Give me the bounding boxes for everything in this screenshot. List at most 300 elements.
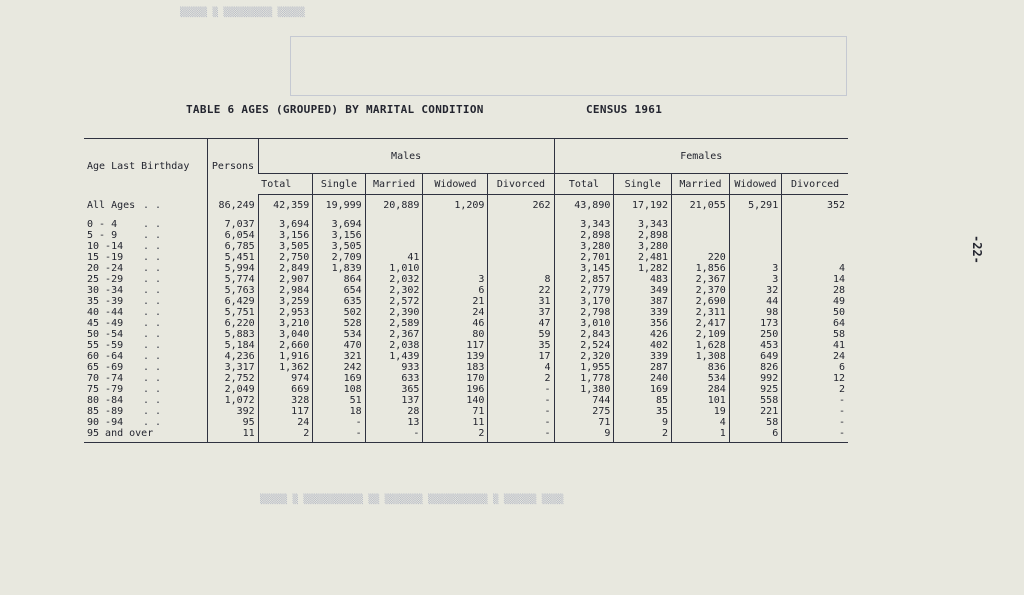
value-cell	[782, 219, 848, 230]
age-group-label: All Ages	[87, 199, 136, 211]
value-cell: 2,953	[258, 307, 313, 318]
value-cell: 7,037	[208, 219, 258, 230]
value-cell: 3,010	[554, 318, 614, 329]
header-age: Age Last Birthday	[84, 139, 208, 195]
value-cell: 47	[488, 318, 554, 329]
value-cell: -	[365, 428, 423, 443]
age-group-cell	[84, 329, 208, 340]
value-cell: 534	[313, 329, 365, 340]
value-cell: 992	[729, 373, 781, 384]
age-group-cell	[84, 241, 208, 252]
value-cell: 19	[672, 406, 730, 417]
value-cell: 2,481	[614, 252, 672, 263]
value-cell	[423, 252, 488, 263]
value-cell: 6	[782, 362, 848, 373]
value-cell: 9	[554, 428, 614, 443]
value-cell: 3	[729, 274, 781, 285]
value-cell: 5,774	[208, 274, 258, 285]
value-cell: 13	[365, 417, 423, 428]
table-row	[84, 274, 848, 285]
value-cell: -	[313, 428, 365, 443]
value-cell: 262	[488, 195, 554, 220]
value-cell	[729, 241, 781, 252]
value-cell: 137	[365, 395, 423, 406]
value-cell: 3	[423, 274, 488, 285]
value-cell	[365, 241, 423, 252]
value-cell: 71	[423, 406, 488, 417]
value-cell: 170	[423, 373, 488, 384]
value-cell: 6	[423, 285, 488, 296]
header-females-married: Married	[672, 174, 730, 195]
value-cell: 1,072	[208, 395, 258, 406]
value-cell: 2,367	[365, 329, 423, 340]
table-row	[84, 417, 848, 428]
age-group-cell	[84, 406, 208, 417]
value-cell: 24	[782, 351, 848, 362]
value-cell: 2	[782, 384, 848, 395]
value-cell: 2,984	[258, 285, 313, 296]
header-males-married: Married	[365, 174, 423, 195]
value-cell: 41	[365, 252, 423, 263]
value-cell: 49	[782, 296, 848, 307]
value-cell: 169	[614, 384, 672, 395]
value-cell: 3,210	[258, 318, 313, 329]
value-cell: 3,317	[208, 362, 258, 373]
value-cell: 5,184	[208, 340, 258, 351]
value-cell: 58	[782, 329, 848, 340]
value-cell: 2,843	[554, 329, 614, 340]
value-cell: 41	[782, 340, 848, 351]
leader-dots: . .	[143, 199, 162, 211]
value-cell	[423, 241, 488, 252]
table-row	[84, 252, 848, 263]
value-cell: 3,343	[614, 219, 672, 230]
value-cell: 669	[258, 384, 313, 395]
value-cell: 28	[365, 406, 423, 417]
age-group-label: 85 -89	[87, 406, 124, 417]
value-cell: 925	[729, 384, 781, 395]
leader-dots: . .	[143, 285, 162, 296]
value-cell: 649	[729, 351, 781, 362]
header-females-total: Total	[554, 174, 614, 195]
table-row	[84, 329, 848, 340]
age-group-label: 55 -59	[87, 340, 124, 351]
age-group-cell	[84, 417, 208, 428]
value-cell: 3,343	[554, 219, 614, 230]
value-cell: 3	[729, 263, 781, 274]
value-cell: 242	[313, 362, 365, 373]
age-group-label: 45 -49	[87, 318, 124, 329]
age-group-cell	[84, 219, 208, 230]
age-group-label: 80 -84	[87, 395, 124, 406]
value-cell: 2,417	[672, 318, 730, 329]
value-cell: 2,752	[208, 373, 258, 384]
leader-dots: . .	[143, 362, 162, 373]
value-cell: 4,236	[208, 351, 258, 362]
value-cell: 2,589	[365, 318, 423, 329]
value-cell: 3,145	[554, 263, 614, 274]
value-cell: 8	[488, 274, 554, 285]
leader-dots: . .	[143, 406, 162, 417]
value-cell: 2,798	[554, 307, 614, 318]
value-cell: 101	[672, 395, 730, 406]
leader-dots: . .	[143, 384, 162, 395]
value-cell: 11	[423, 417, 488, 428]
leader-dots: . .	[143, 340, 162, 351]
header-females-divorced: Divorced	[782, 174, 848, 195]
table-row	[84, 230, 848, 241]
value-cell: 86,249	[208, 195, 258, 220]
page-number: -22-	[970, 235, 984, 264]
value-cell	[782, 252, 848, 263]
value-cell	[782, 230, 848, 241]
value-cell: 1,282	[614, 263, 672, 274]
value-cell: 3,505	[258, 241, 313, 252]
value-cell: 2,038	[365, 340, 423, 351]
table-row	[84, 340, 848, 351]
age-group-cell	[84, 428, 208, 443]
value-cell: -	[488, 395, 554, 406]
value-cell: 2,390	[365, 307, 423, 318]
value-cell	[365, 230, 423, 241]
value-cell: 20,889	[365, 195, 423, 220]
table-row	[84, 395, 848, 406]
table-row	[84, 296, 848, 307]
value-cell: 35	[614, 406, 672, 417]
value-cell: 117	[423, 340, 488, 351]
value-cell: 21	[423, 296, 488, 307]
value-cell: 1,209	[423, 195, 488, 220]
value-cell: 1	[672, 428, 730, 443]
value-cell: 1,628	[672, 340, 730, 351]
age-group-cell	[84, 318, 208, 329]
age-group-label: 35 -39	[87, 296, 124, 307]
leader-dots: . .	[143, 274, 162, 285]
value-cell: 534	[672, 373, 730, 384]
leader-dots: . .	[143, 373, 162, 384]
value-cell: 2,320	[554, 351, 614, 362]
table-body	[84, 195, 848, 443]
value-cell: 321	[313, 351, 365, 362]
value-cell	[672, 219, 730, 230]
value-cell: 826	[729, 362, 781, 373]
value-cell: 3,280	[614, 241, 672, 252]
value-cell: 2,709	[313, 252, 365, 263]
value-cell: 64	[782, 318, 848, 329]
value-cell: 284	[672, 384, 730, 395]
value-cell: 3,156	[313, 230, 365, 241]
table-row	[84, 195, 848, 220]
value-cell	[423, 263, 488, 274]
age-group-cell	[84, 373, 208, 384]
value-cell	[423, 219, 488, 230]
value-cell: 633	[365, 373, 423, 384]
leader-dots: . .	[143, 307, 162, 318]
value-cell: 6,429	[208, 296, 258, 307]
value-cell: 453	[729, 340, 781, 351]
value-cell: 44	[729, 296, 781, 307]
value-cell: 22	[488, 285, 554, 296]
header-males: Males	[258, 139, 554, 174]
table-row	[84, 373, 848, 384]
table-row	[84, 285, 848, 296]
value-cell: 18	[313, 406, 365, 417]
value-cell: 836	[672, 362, 730, 373]
value-cell: 744	[554, 395, 614, 406]
table-row	[84, 307, 848, 318]
value-cell: 2,311	[672, 307, 730, 318]
age-group-cell	[84, 285, 208, 296]
age-group-label: 70 -74	[87, 373, 124, 384]
value-cell: 392	[208, 406, 258, 417]
value-cell: -	[488, 406, 554, 417]
age-group-label: 65 -69	[87, 362, 124, 373]
value-cell: 339	[614, 307, 672, 318]
value-cell: 240	[614, 373, 672, 384]
value-cell: 2	[258, 428, 313, 443]
show-through-heading: ▒▒▒▒▒ ▒ ▒▒▒▒▒▒▒▒▒ ▒▒▒▒▒	[180, 8, 305, 18]
value-cell: 5,751	[208, 307, 258, 318]
value-cell: 2,109	[672, 329, 730, 340]
value-cell: 31	[488, 296, 554, 307]
leader-dots: . .	[143, 263, 162, 274]
age-group-label: 15 -19	[87, 252, 124, 263]
value-cell: 42,359	[258, 195, 313, 220]
leader-dots: . .	[143, 296, 162, 307]
value-cell: 3,259	[258, 296, 313, 307]
value-cell: 365	[365, 384, 423, 395]
value-cell: 183	[423, 362, 488, 373]
table-row	[84, 406, 848, 417]
value-cell: 19,999	[313, 195, 365, 220]
value-cell: 2,302	[365, 285, 423, 296]
value-cell: 3,505	[313, 241, 365, 252]
leader-dots: . .	[143, 417, 162, 428]
age-group-cell	[84, 351, 208, 362]
value-cell: 349	[614, 285, 672, 296]
value-cell: -	[313, 417, 365, 428]
value-cell: -	[782, 417, 848, 428]
value-cell: 654	[313, 285, 365, 296]
value-cell: 6,785	[208, 241, 258, 252]
value-cell: 2,367	[672, 274, 730, 285]
table-row	[84, 351, 848, 362]
value-cell: 2,049	[208, 384, 258, 395]
value-cell: 558	[729, 395, 781, 406]
value-cell: -	[782, 428, 848, 443]
value-cell	[672, 230, 730, 241]
show-through-box	[290, 36, 847, 96]
value-cell: 1,955	[554, 362, 614, 373]
value-cell: 2,524	[554, 340, 614, 351]
age-group-label: 25 -29	[87, 274, 124, 285]
value-cell: 352	[782, 195, 848, 220]
value-cell: 2,032	[365, 274, 423, 285]
table-row	[84, 263, 848, 274]
leader-dots: . .	[143, 219, 162, 230]
leader-dots: . .	[143, 230, 162, 241]
value-cell: 80	[423, 329, 488, 340]
value-cell: 287	[614, 362, 672, 373]
age-group-cell	[84, 362, 208, 373]
value-cell	[729, 230, 781, 241]
value-cell: 3,694	[258, 219, 313, 230]
value-cell: 220	[672, 252, 730, 263]
value-cell: 2,779	[554, 285, 614, 296]
value-cell: 12	[782, 373, 848, 384]
value-cell: 402	[614, 340, 672, 351]
value-cell: -	[488, 428, 554, 443]
table-row	[84, 219, 848, 230]
age-group-cell	[84, 340, 208, 351]
value-cell: 470	[313, 340, 365, 351]
value-cell: 483	[614, 274, 672, 285]
value-cell: 4	[782, 263, 848, 274]
value-cell: 356	[614, 318, 672, 329]
value-cell: 51	[313, 395, 365, 406]
value-cell: -	[488, 384, 554, 395]
value-cell: 2,898	[554, 230, 614, 241]
value-cell: 387	[614, 296, 672, 307]
value-cell: 32	[729, 285, 781, 296]
age-group-cell	[84, 230, 208, 241]
header-females-widowed: Widowed	[729, 174, 781, 195]
leader-dots: . .	[143, 351, 162, 362]
header-persons: Persons	[208, 139, 258, 195]
value-cell	[488, 263, 554, 274]
value-cell: 2	[423, 428, 488, 443]
value-cell: 2,701	[554, 252, 614, 263]
value-cell: 635	[313, 296, 365, 307]
value-cell: -	[488, 417, 554, 428]
age-group-label: 0 - 4	[87, 219, 118, 230]
value-cell: 528	[313, 318, 365, 329]
value-cell: 24	[423, 307, 488, 318]
value-cell: 502	[313, 307, 365, 318]
header-males-widowed: Widowed	[423, 174, 488, 195]
age-group-label: 30 -34	[87, 285, 124, 296]
leader-dots: . .	[143, 329, 162, 340]
value-cell: 1,308	[672, 351, 730, 362]
value-cell: 140	[423, 395, 488, 406]
age-group-label: 10 -14	[87, 241, 124, 252]
value-cell: 85	[614, 395, 672, 406]
value-cell: 864	[313, 274, 365, 285]
value-cell	[672, 241, 730, 252]
value-cell: 2,907	[258, 274, 313, 285]
value-cell	[782, 241, 848, 252]
value-cell: 328	[258, 395, 313, 406]
value-cell: 1,839	[313, 263, 365, 274]
value-cell: 2	[488, 373, 554, 384]
age-group-cell	[84, 195, 208, 220]
value-cell: 3,280	[554, 241, 614, 252]
value-cell: 5,291	[729, 195, 781, 220]
value-cell	[365, 219, 423, 230]
value-cell: 5,883	[208, 329, 258, 340]
value-cell: 24	[258, 417, 313, 428]
value-cell	[488, 230, 554, 241]
value-cell: 117	[258, 406, 313, 417]
value-cell: 3,694	[313, 219, 365, 230]
value-cell: -	[782, 406, 848, 417]
value-cell: 974	[258, 373, 313, 384]
value-cell: 426	[614, 329, 672, 340]
show-through-line: ▒▒▒▒▒ ▒ ▒▒▒▒▒▒▒▒▒▒▒ ▒▒ ▒▒▒▒▒▒▒ ▒▒▒▒▒▒▒▒▒▒▒ ▒ ▒▒▒▒▒▒ ▒▒▒▒	[260, 495, 564, 505]
value-cell: 71	[554, 417, 614, 428]
value-cell: 4	[488, 362, 554, 373]
table-title: TABLE 6 AGES (GROUPED) BY MARITAL CONDITION	[186, 103, 484, 116]
value-cell: 2,898	[614, 230, 672, 241]
value-cell: 250	[729, 329, 781, 340]
value-cell: 35	[488, 340, 554, 351]
age-group-label: 40 -44	[87, 307, 124, 318]
leader-dots: . .	[143, 318, 162, 329]
header-group-row	[84, 139, 848, 174]
leader-dots: . .	[143, 395, 162, 406]
age-group-label: 5 - 9	[87, 230, 118, 241]
value-cell: 46	[423, 318, 488, 329]
value-cell: 1,916	[258, 351, 313, 362]
header-females-single: Single	[614, 174, 672, 195]
age-group-label: 50 -54	[87, 329, 124, 340]
value-cell: 196	[423, 384, 488, 395]
value-cell: 43,890	[554, 195, 614, 220]
header-males-single: Single	[313, 174, 365, 195]
value-cell: 3,156	[258, 230, 313, 241]
value-cell: 275	[554, 406, 614, 417]
value-cell	[729, 219, 781, 230]
value-cell: 1,010	[365, 263, 423, 274]
age-group-cell	[84, 307, 208, 318]
age-group-label: 20 -24	[87, 263, 124, 274]
value-cell: 21,055	[672, 195, 730, 220]
age-group-label: 75 -79	[87, 384, 124, 395]
value-cell: 17	[488, 351, 554, 362]
value-cell: 5,451	[208, 252, 258, 263]
value-cell: 6,220	[208, 318, 258, 329]
value-cell: 58	[729, 417, 781, 428]
value-cell: 1,439	[365, 351, 423, 362]
leader-dots: . .	[143, 241, 162, 252]
marital-condition-table	[84, 138, 848, 443]
value-cell: 221	[729, 406, 781, 417]
value-cell: 1,778	[554, 373, 614, 384]
value-cell: 14	[782, 274, 848, 285]
value-cell: 50	[782, 307, 848, 318]
value-cell: 2,572	[365, 296, 423, 307]
value-cell: 6	[729, 428, 781, 443]
value-cell: 37	[488, 307, 554, 318]
census-label: CENSUS 1961	[586, 103, 663, 116]
value-cell: 17,192	[614, 195, 672, 220]
header-females: Females	[554, 139, 848, 174]
value-cell: 2,370	[672, 285, 730, 296]
value-cell: 2,750	[258, 252, 313, 263]
value-cell: 169	[313, 373, 365, 384]
table-row	[84, 362, 848, 373]
table-row	[84, 428, 848, 443]
value-cell: 2,660	[258, 340, 313, 351]
table-row	[84, 241, 848, 252]
value-cell: 173	[729, 318, 781, 329]
value-cell: 59	[488, 329, 554, 340]
value-cell: 1,380	[554, 384, 614, 395]
value-cell: 3,040	[258, 329, 313, 340]
value-cell	[488, 252, 554, 263]
age-group-label: 60 -64	[87, 351, 124, 362]
value-cell	[729, 252, 781, 263]
